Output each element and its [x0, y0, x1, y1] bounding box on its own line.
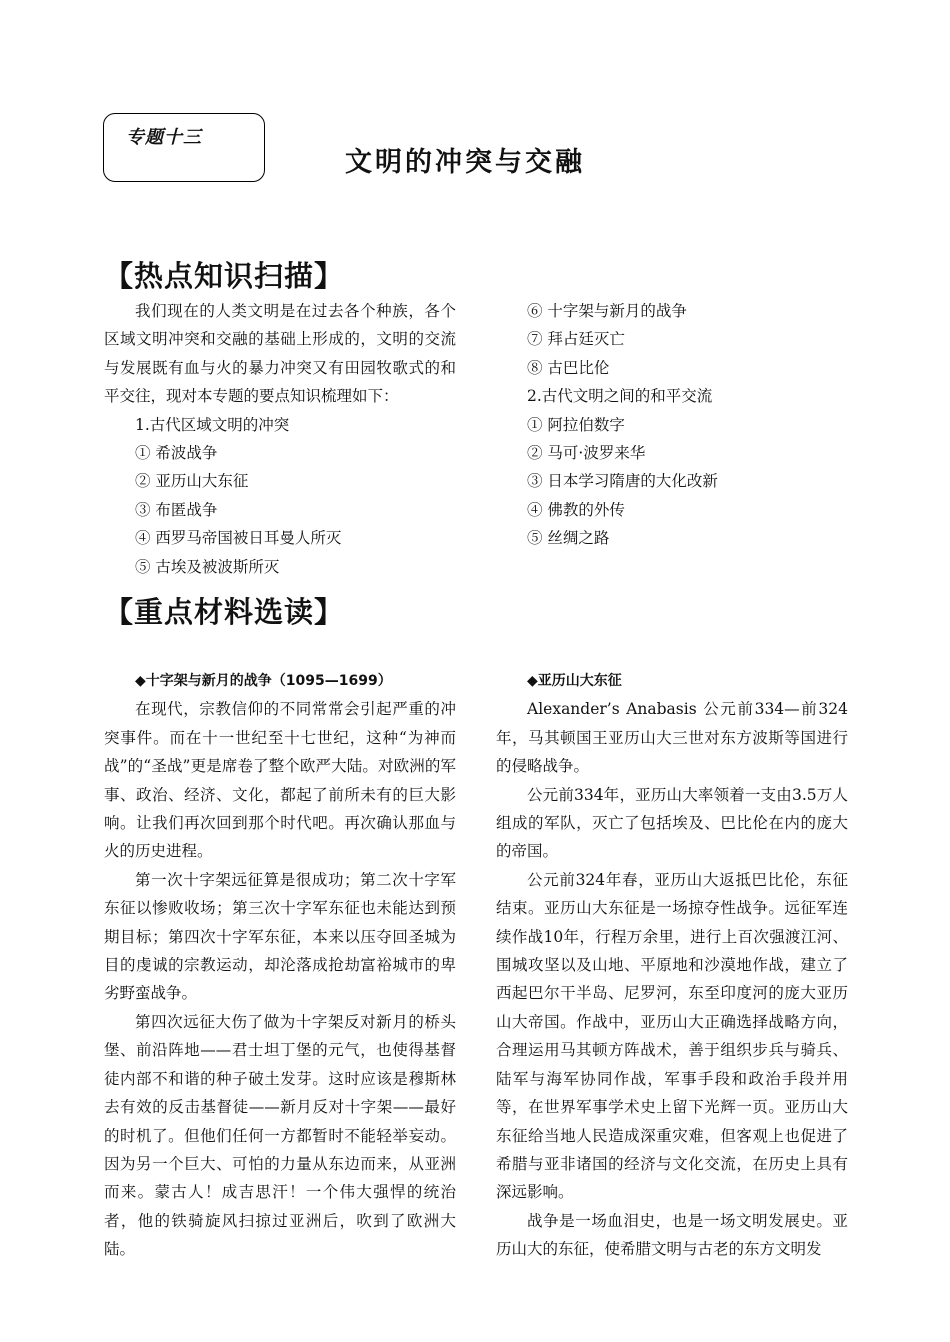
- list-item: ④ 佛教的外传: [527, 500, 625, 519]
- group1-title: 1.古代区域文明的冲突: [135, 415, 290, 434]
- section1-right-column: [527, 297, 857, 553]
- intro-paragraph: 我们现在的人类文明是在过去各个种族，各个区域文明冲突和交融的基础上形成的，文明的交流与发展既有血与火的暴力冲突又有田园牧歌式的和平交往，现对本专题的要点知识梳理如下：: [104, 302, 456, 406]
- list-item: ⑤ 古埃及被波斯所灭: [135, 557, 280, 576]
- paragraph: 在现代，宗教信仰的不同常常会引起严重的冲突事件。而在十一世纪至十七世纪，这种“为神而战”的“圣战”更是席卷了整个欧严大陆。对欧洲的军事、政治、经济、文化，都起了前所未有的巨大影响。让我们再次回到那个时代吧。再次确认那血与火的历史进程。: [104, 700, 456, 861]
- list-item: ② 马可·波罗来华: [527, 444, 646, 463]
- material-left-column: [104, 667, 456, 1264]
- material-right-column: [496, 667, 848, 1264]
- group2-title: 2.古代文明之间的和平交流: [527, 387, 713, 406]
- list-item: ⑦ 拜占廷灭亡: [527, 330, 625, 349]
- list-item: ⑧ 古巴比伦: [527, 358, 610, 377]
- paragraph: 公元前334年，亚历山大率领着一支由3.5万人组成的军队，灭亡了包括埃及、巴比伦在内的庞大的帝国。: [496, 785, 848, 861]
- list-item: ② 亚历山大东征: [135, 472, 249, 491]
- section1-left-column: [104, 297, 456, 581]
- material-title-crusades: ◆十字架与新月的战争（1095—1699）: [135, 673, 392, 689]
- list-item: ⑤ 丝绸之路: [527, 529, 610, 548]
- list-item: ① 阿拉伯数字: [527, 415, 625, 434]
- list-item: ③ 布匿战争: [135, 500, 218, 519]
- paragraph: 第一次十字架远征算是很成功；第二次十字军东征以惨败收场；第三次十字军东征也未能达到预期目标；第四次十字军东征，本来以压夺回圣城为目的虔诚的宗教运动，却沦落成抢劫富裕城市的卑劣野蛮战争。: [104, 870, 456, 1003]
- topic-box: [103, 113, 265, 182]
- list-item: ① 希波战争: [135, 444, 218, 463]
- list-item: ④ 西罗马帝国被日耳曼人所灭: [135, 529, 342, 548]
- section-heading-materials: 【重点材料选读】: [104, 595, 345, 629]
- section-heading-hotspot: 【热点知识扫描】: [104, 259, 345, 293]
- list-item: ⑥ 十字架与新月的战争: [527, 302, 687, 320]
- topic-label: 专题十三: [126, 127, 202, 148]
- material-title-alexander: ◆亚历山大东征: [527, 673, 622, 689]
- paragraph: Alexander’s Anabasis 公元前334—前324年，马其顿国王亚历山大三世对东方波斯等国进行的侵略战争。: [496, 700, 848, 776]
- paragraph: 公元前324年春，亚历山大返抵巴比伦，东征结束。亚历山大东征是一场掠夺性战争。远征军连续作战10年，行程万余里，进行上百次强渡江河、围城攻坚以及山地、平原地和沙漠地作战，建立了西起巴尔干半岛、尼罗河，东至印度河的庞大亚历山大帝国。作战中，亚历山大正确选择战略方向，合理运用马其顿方阵战术，善于组织步兵与骑兵、陆军与海军协同作战，军事手段和政治手段并用等，在世界军事学术史上留下光辉一页。亚历山大东征给当地人民造成深重灾难，但客观上也促进了希腊与亚非诸国的经济与文化交流，在历史上具有深远影响。: [496, 870, 848, 1202]
- list-item: ③ 日本学习隋唐的大化改新: [527, 472, 718, 491]
- paragraph: 战争是一场血泪史，也是一场文明发展史。亚历山大的东征，使希腊文明与古老的东方文明发: [496, 1211, 848, 1259]
- page-title: 文明的冲突与交融: [345, 147, 585, 178]
- paragraph: 第四次远征大伤了做为十字架反对新月的桥头堡、前沿阵地——君士坦丁堡的元气，也使得基督徒内部不和谐的种子破土发芽。这时应该是穆斯林去有效的反击基督徒——新月反对十字架——最好的时机了。但他们任何一方都暂时不能轻举妄动。因为另一个巨大、可怕的力量从东边而来，从亚洲而来。蒙古人！成吉思汗！一个伟大强悍的统治者，他的铁骑旋风扫掠过亚洲后，吹到了欧洲大陆。: [104, 1012, 456, 1259]
